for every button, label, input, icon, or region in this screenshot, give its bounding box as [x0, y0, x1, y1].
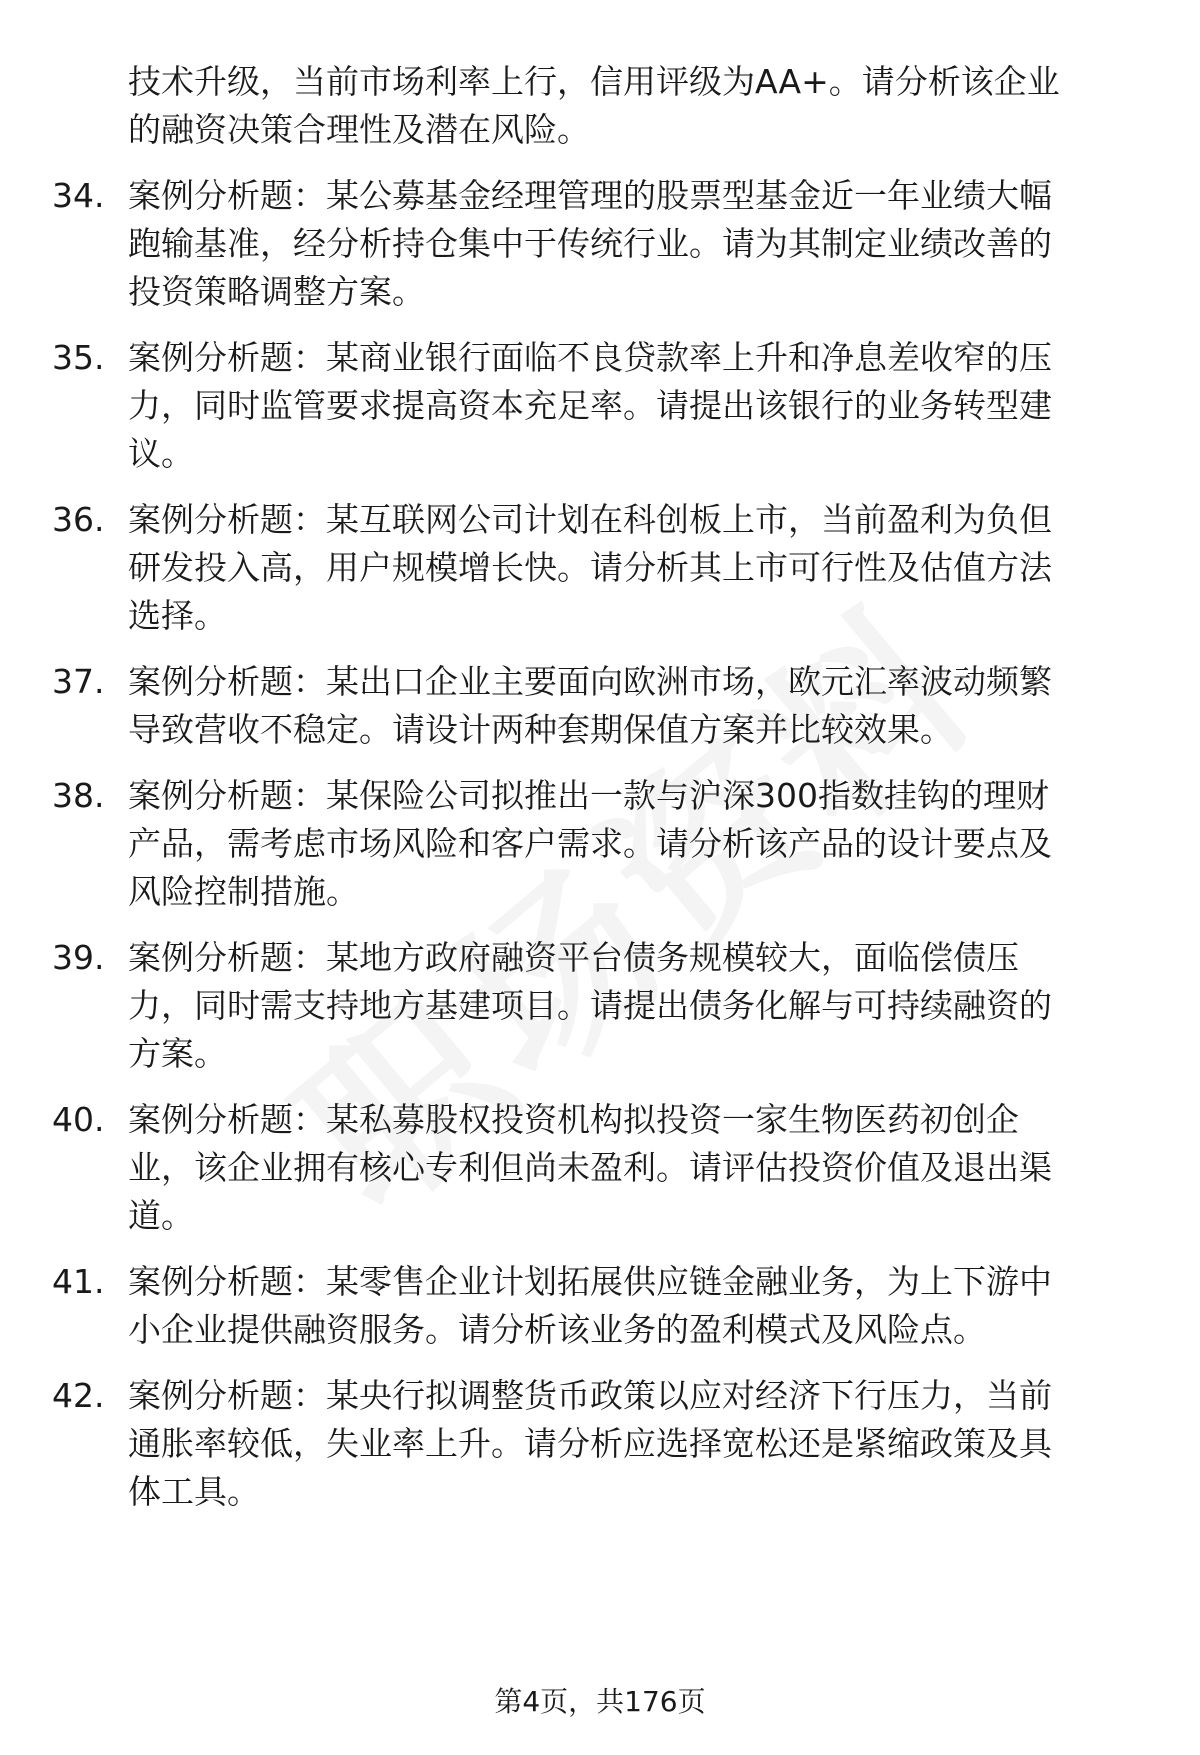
question-number: 36.: [52, 500, 105, 539]
question-number: 35.: [52, 338, 105, 377]
question-text-line: 案例分析题：某地方政府融资平台债务规模较大，面临偿债压: [128, 938, 1019, 977]
question-number: 40.: [52, 1100, 105, 1139]
question-text-line: 产品，需考虑市场风险和客户需求。请分析该产品的设计要点及: [128, 824, 1052, 863]
question-number: 38.: [52, 776, 105, 815]
question-text-line: 力，同时监管要求提高资本充足率。请提出该银行的业务转型建: [128, 386, 1052, 425]
question-text-line: 业，该企业拥有核心专利但尚未盈利。请评估投资价值及退出渠: [128, 1148, 1052, 1187]
question-number: 41.: [52, 1262, 105, 1301]
question-text-line: 议。: [128, 434, 194, 473]
question-text-line: 小企业提供融资服务。请分析该业务的盈利模式及风险点。: [128, 1310, 986, 1349]
question-text-line: 案例分析题：某零售企业计划拓展供应链金融业务，为上下游中: [128, 1262, 1052, 1301]
question-text-line: 案例分析题：某公募基金经理管理的股票型基金近一年业绩大幅: [128, 176, 1052, 215]
question-text-line: 跑输基准，经分析持仓集中于传统行业。请为其制定业绩改善的: [128, 224, 1052, 263]
question-number: 39.: [52, 938, 105, 977]
question-text-line: 导致营收不稳定。请设计两种套期保值方案并比较效果。: [128, 710, 953, 749]
question-text-line: 方案。: [128, 1034, 227, 1073]
question-number: 37.: [52, 662, 105, 701]
question-text-line: 力，同时需支持地方基建项目。请提出债务化解与可持续融资的: [128, 986, 1052, 1025]
question-text-line: 体工具。: [128, 1472, 260, 1511]
question-text-line: 道。: [128, 1196, 194, 1235]
question-text-line: 投资策略调整方案。: [128, 272, 425, 311]
question-text-line: 技术升级，当前市场利率上行，信用评级为AA+。请分析该企业: [128, 62, 1060, 101]
question-text-line: 案例分析题：某私募股权投资机构拟投资一家生物医药初创企: [128, 1100, 1019, 1139]
question-text-line: 案例分析题：某保险公司拟推出一款与沪深300指数挂钩的理财: [128, 776, 1049, 815]
question-text-line: 案例分析题：某互联网公司计划在科创板上市，当前盈利为负但: [128, 500, 1052, 539]
page-number: 第4页，共176页: [494, 1685, 706, 1718]
question-text-line: 案例分析题：某出口企业主要面向欧洲市场，欧元汇率波动频繁: [128, 662, 1052, 701]
question-text-line: 的融资决策合理性及潜在风险。: [128, 110, 590, 149]
question-number: 42.: [52, 1376, 105, 1415]
question-text-line: 选择。: [128, 596, 227, 635]
question-text-line: 通胀率较低，失业率上升。请分析应选择宽松还是紧缩政策及具: [128, 1424, 1052, 1463]
question-text-line: 研发投入高，用户规模增长快。请分析其上市可行性及估值方法: [128, 548, 1052, 587]
question-number: 34.: [52, 176, 105, 215]
question-text-line: 案例分析题：某央行拟调整货币政策以应对经济下行压力，当前: [128, 1376, 1052, 1415]
question-text-line: 风险控制措施。: [128, 872, 359, 911]
question-text-line: 案例分析题：某商业银行面临不良贷款率上升和净息差收窄的压: [128, 338, 1052, 377]
